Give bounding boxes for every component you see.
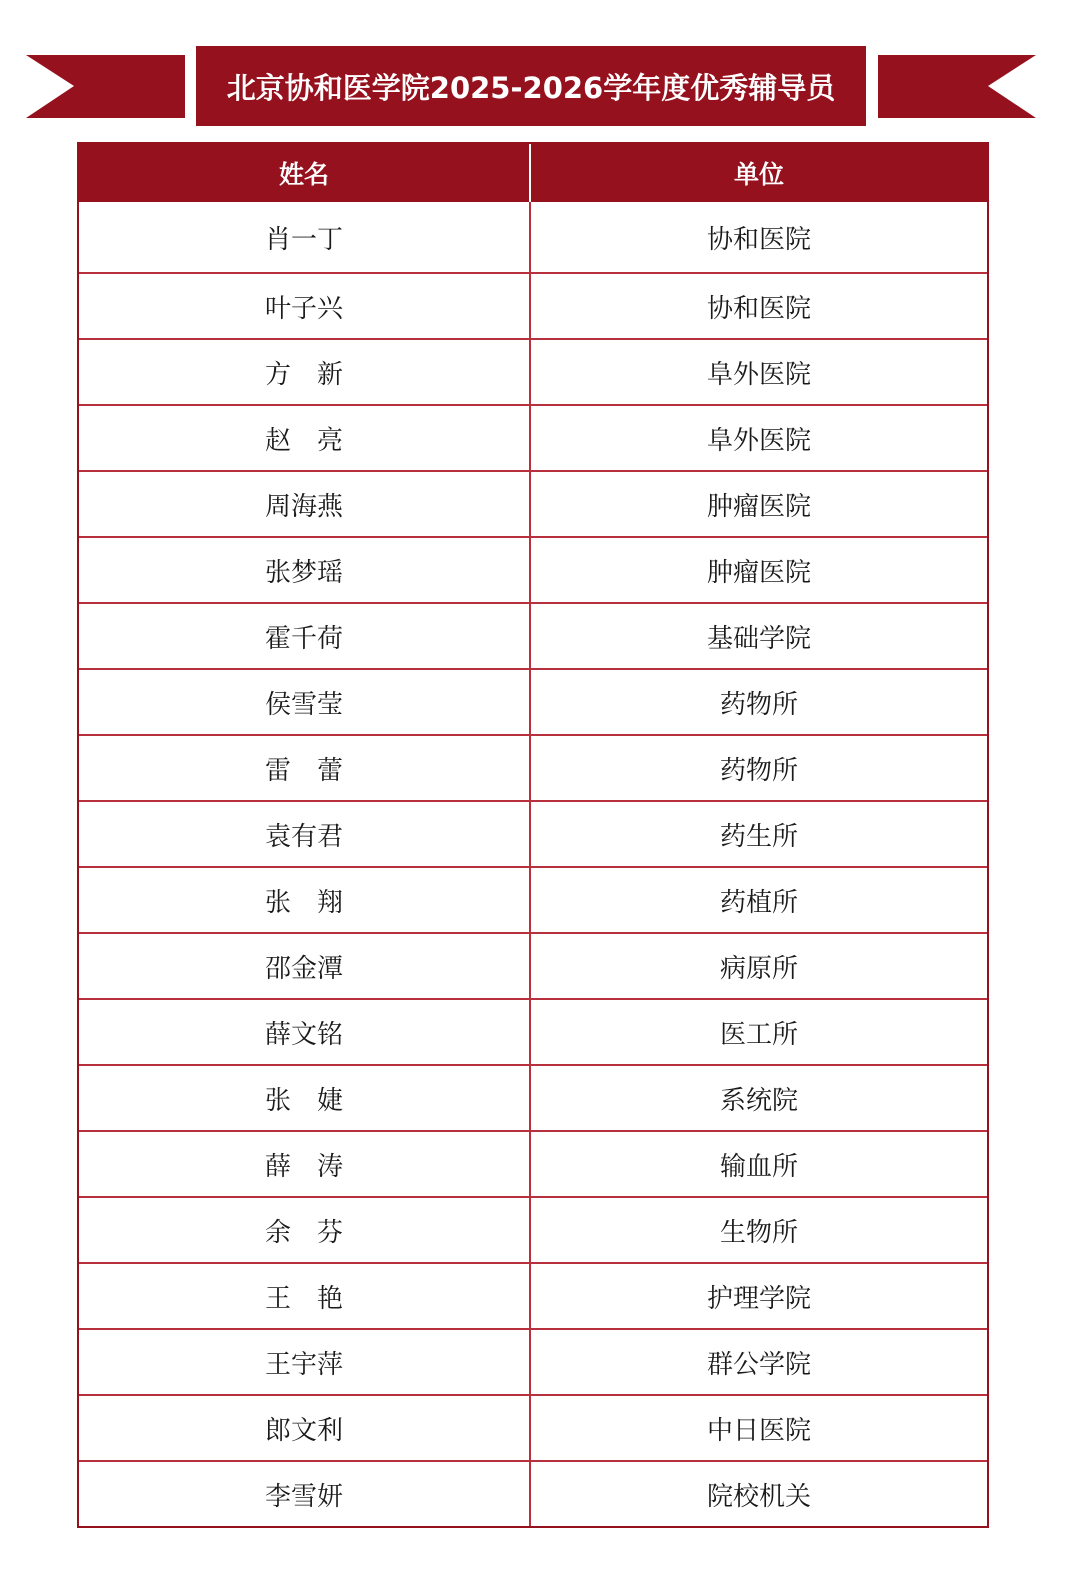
table-row	[79, 801, 987, 867]
column-header-unit: 单位	[530, 144, 987, 202]
table-row	[79, 1329, 987, 1395]
table-row	[79, 933, 987, 999]
table-row	[79, 1131, 987, 1197]
cell-name: 方 新	[79, 339, 530, 405]
awardee-table	[77, 142, 989, 1528]
cell-name: 李雪妍	[79, 1461, 530, 1526]
table-row	[79, 537, 987, 603]
cell-name: 雷 蕾	[79, 735, 530, 801]
cell-unit: 药植所	[530, 867, 987, 933]
ribbon-left-tail	[26, 55, 185, 118]
cell-name: 余 芬	[79, 1197, 530, 1263]
cell-unit: 生物所	[530, 1197, 987, 1263]
page-title: 北京协和医学院2025-2026学年度优秀辅导员	[226, 70, 836, 105]
table-row	[79, 1197, 987, 1263]
table-row	[79, 471, 987, 537]
cell-unit: 药生所	[530, 801, 987, 867]
table-row	[79, 867, 987, 933]
column-header-name: 姓名	[79, 144, 530, 202]
cell-name: 赵 亮	[79, 405, 530, 471]
cell-name: 侯雪莹	[79, 669, 530, 735]
table-row	[79, 1263, 987, 1329]
cell-unit: 院校机关	[530, 1461, 987, 1526]
table-row	[79, 603, 987, 669]
table-row	[79, 735, 987, 801]
cell-name: 薛 涛	[79, 1131, 530, 1197]
cell-name: 肖一丁	[264, 224, 343, 255]
cell-name: 邵金潭	[79, 933, 530, 999]
table-row	[79, 1065, 987, 1131]
cell-unit: 病原所	[530, 933, 987, 999]
cell-unit: 协和医院	[530, 273, 987, 339]
cell-unit: 基础学院	[530, 603, 987, 669]
table-row	[79, 1461, 987, 1526]
table-header-row	[79, 144, 987, 202]
ribbon-right-tail	[878, 55, 1036, 118]
cell-name: 周海燕	[79, 471, 530, 537]
cell-unit: 肿瘤医院	[530, 471, 987, 537]
cell-unit: 中日医院	[530, 1395, 987, 1461]
cell-name: 霍千荷	[79, 603, 530, 669]
cell-name: 王宇萍	[79, 1329, 530, 1395]
cell-name: 薛文铭	[79, 999, 530, 1065]
table-row	[79, 1395, 987, 1461]
cell-unit: 输血所	[530, 1131, 987, 1197]
title-banner	[196, 46, 866, 126]
cell-unit: 肿瘤医院	[530, 537, 987, 603]
cell-name: 袁有君	[79, 801, 530, 867]
cell-unit: 系统院	[530, 1065, 987, 1131]
table-body	[79, 202, 987, 1526]
table-row	[79, 999, 987, 1065]
table-row	[79, 273, 987, 339]
cell-name: 张 婕	[79, 1065, 530, 1131]
cell-name: 郎文利	[79, 1395, 530, 1461]
cell-name: 张 翔	[79, 867, 530, 933]
cell-unit: 阜外医院	[530, 339, 987, 405]
cell-unit: 护理学院	[530, 1263, 987, 1329]
cell-unit: 药物所	[530, 669, 987, 735]
table-row	[79, 202, 987, 273]
cell-unit: 药物所	[530, 735, 987, 801]
table-row	[79, 339, 987, 405]
cell-unit: 医工所	[530, 999, 987, 1065]
cell-unit: 协和医院	[530, 202, 987, 273]
table-row	[79, 669, 987, 735]
cell-unit: 阜外医院	[530, 405, 987, 471]
cell-name: 王 艳	[79, 1263, 530, 1329]
cell-unit: 群公学院	[530, 1329, 987, 1395]
table-row	[79, 405, 987, 471]
cell-name: 叶子兴	[79, 273, 530, 339]
cell-name: 张梦瑶	[79, 537, 530, 603]
